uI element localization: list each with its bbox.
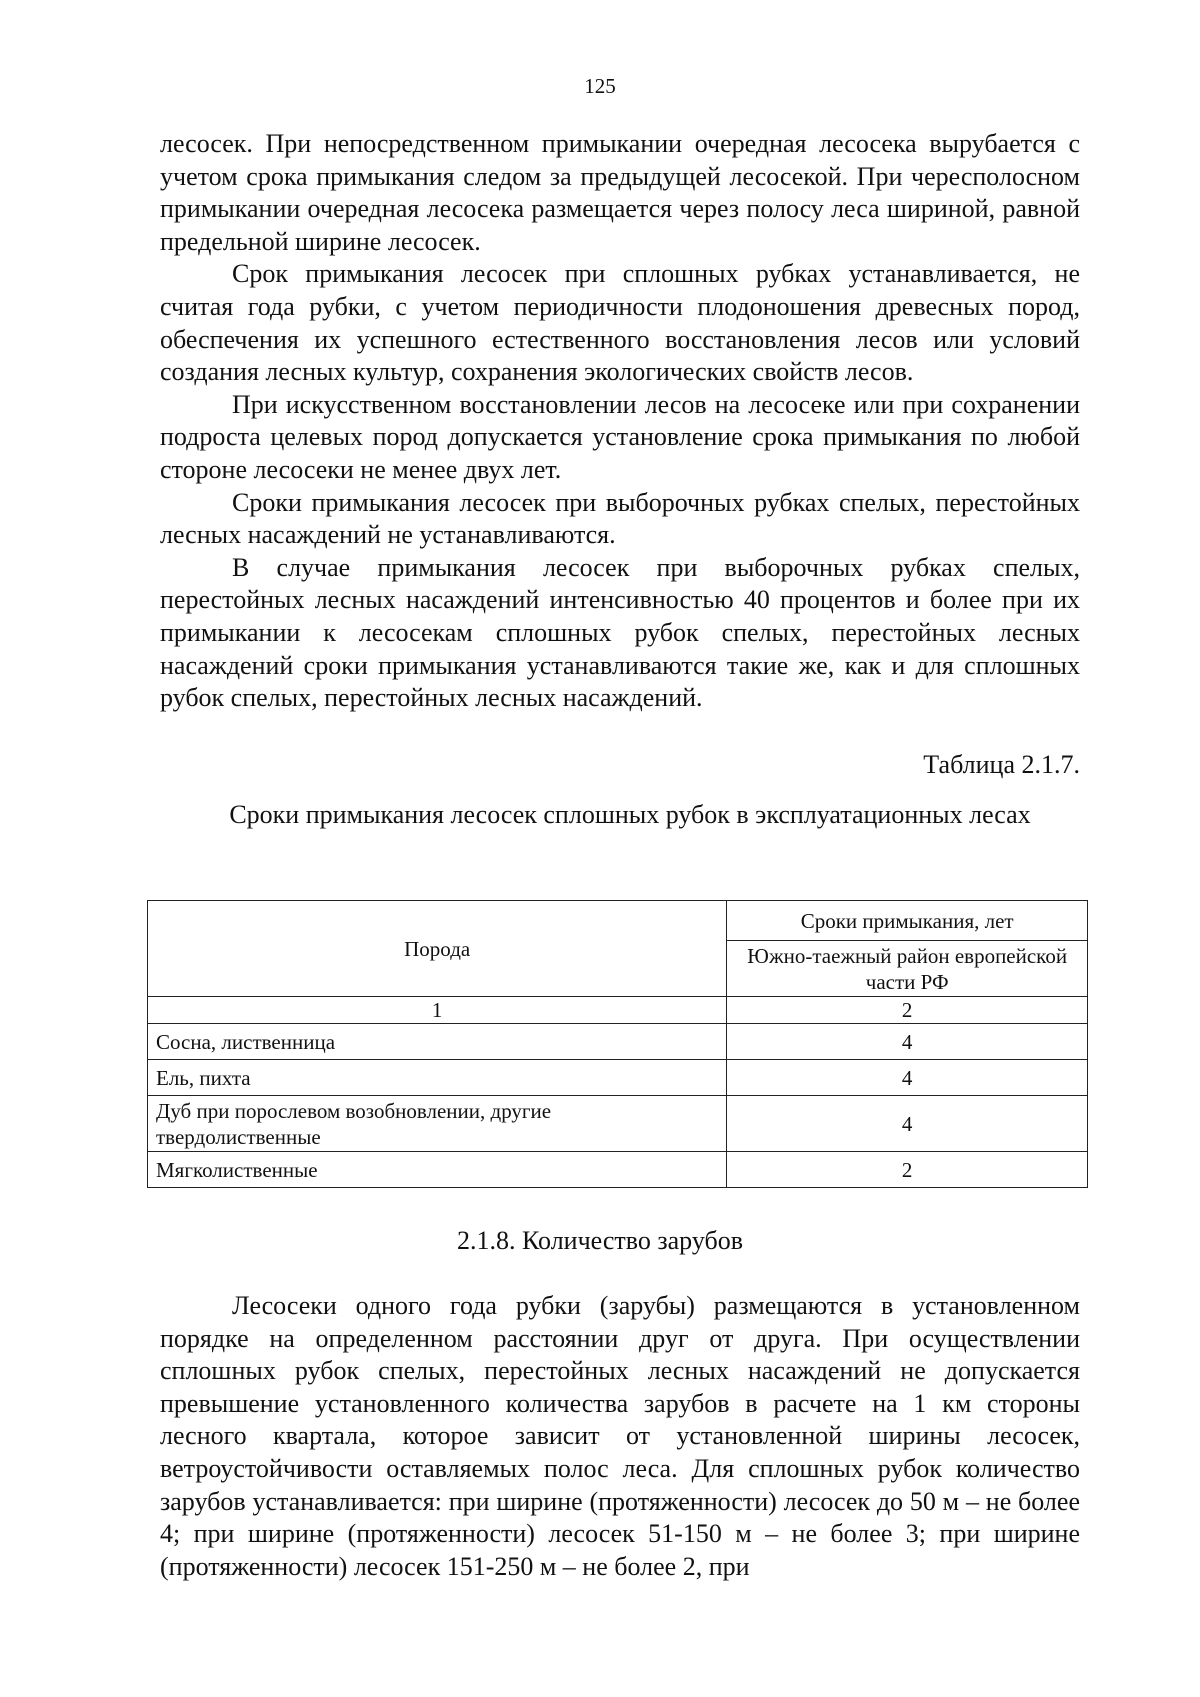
table-row <box>148 1060 1088 1096</box>
paragraph-continuation: лесосек. При непосредственном примыкании очередная лесосека вырубается с учетом срока примыкания следом за предыдущей лесосекой. При чересполосном примыкании очередная лесосека размещается через полосу леса шириной, равной предельной ширине лесосек. <box>160 129 1080 256</box>
section-heading: 2.1.8. Количество зарубов <box>457 1226 743 1255</box>
years-cell: 4 <box>727 1096 1088 1152</box>
adjacency-terms-table <box>147 900 1088 1188</box>
table-caption: Сроки примыкания лесосек сплошных рубок в эксплуатационных лесах <box>229 799 1031 829</box>
table-row <box>148 1096 1088 1152</box>
years-cell: 4 <box>727 1024 1088 1060</box>
section-body <box>160 1290 1080 1583</box>
paragraph-clearcut-terms: Срок примыкания лесосек при сплошных рубках устанавливается, не считая года рубки, с учетом периодичности плодоношения древесных пород, обеспечения их успешного естественного восстановления лесов или условий создания лесных культур, сохранения экологических свойств лесов. <box>160 259 1080 387</box>
page-number: 125 <box>584 74 616 98</box>
table-row <box>148 1024 1088 1060</box>
years-cell: 2 <box>727 1152 1088 1188</box>
species-cell: Дуб при порослевом возобновлении, другие твердолиственные <box>148 1096 727 1152</box>
header-terms: Сроки примыкания, лет <box>727 901 1088 941</box>
table-row <box>148 1152 1088 1188</box>
species-cell: Сосна, лиственница <box>148 1024 727 1060</box>
paragraph-artificial-restoration: При искусственном восстановлении лесов на лесосеке или при сохранении подроста целевых пород допускается установление срока примыкания по любой стороне лесосеки не менее двух лет. <box>160 389 1080 484</box>
table-label: Таблица 2.1.7. <box>923 749 1080 779</box>
header-region: Южно-таежный район европейской части РФ <box>727 941 1088 997</box>
column-number: 2 <box>727 997 1088 1024</box>
paragraph-intensity-40: В случае примыкания лесосек при выборочных рубках спелых, перестойных лесных насаждений интенсивностью 40 процентов и более при их примыкании к лесосекам сплошных рубок спелых, перестойных лесных насаждений сроки примыкания устанавливаются такие же, как и для сплошных рубок спелых, перестойных лесных насаждений. <box>160 552 1080 713</box>
species-cell: Ель, пихта <box>148 1060 727 1096</box>
header-species: Порода <box>148 901 727 997</box>
paragraph-selective-cuts: Сроки примыкания лесосек при выборочных рубках спелых, перестойных лесных насаждений не устанавливаются. <box>160 487 1080 550</box>
species-cell: Мягколиственные <box>148 1152 727 1188</box>
column-number: 1 <box>148 997 727 1024</box>
paragraph-number-of-cuts: Лесосеки одного года рубки (зарубы) размещаются в установленном порядке на определенном расстоянии друг от друга. При осуществлении сплошных рубок спелых, перестойных лесных насаждений не допускается превышение установленного количества зарубов в расчете на 1 км стороны лесного квартала, которое зависит от установленной ширины лесосек, ветроустойчивости оставляемых полос леса. Для сплошных рубок количество зарубов устанавливается: при ширине (протяженности) лесосек до 50 м – не более 4; при ширине (протяженности) лесосек 51-150 м – не более 3; при ширине (протяженности) лесосек 151-250 м – не более 2, при <box>160 1291 1080 1581</box>
years-cell: 4 <box>727 1060 1088 1096</box>
main-text <box>160 128 1080 831</box>
